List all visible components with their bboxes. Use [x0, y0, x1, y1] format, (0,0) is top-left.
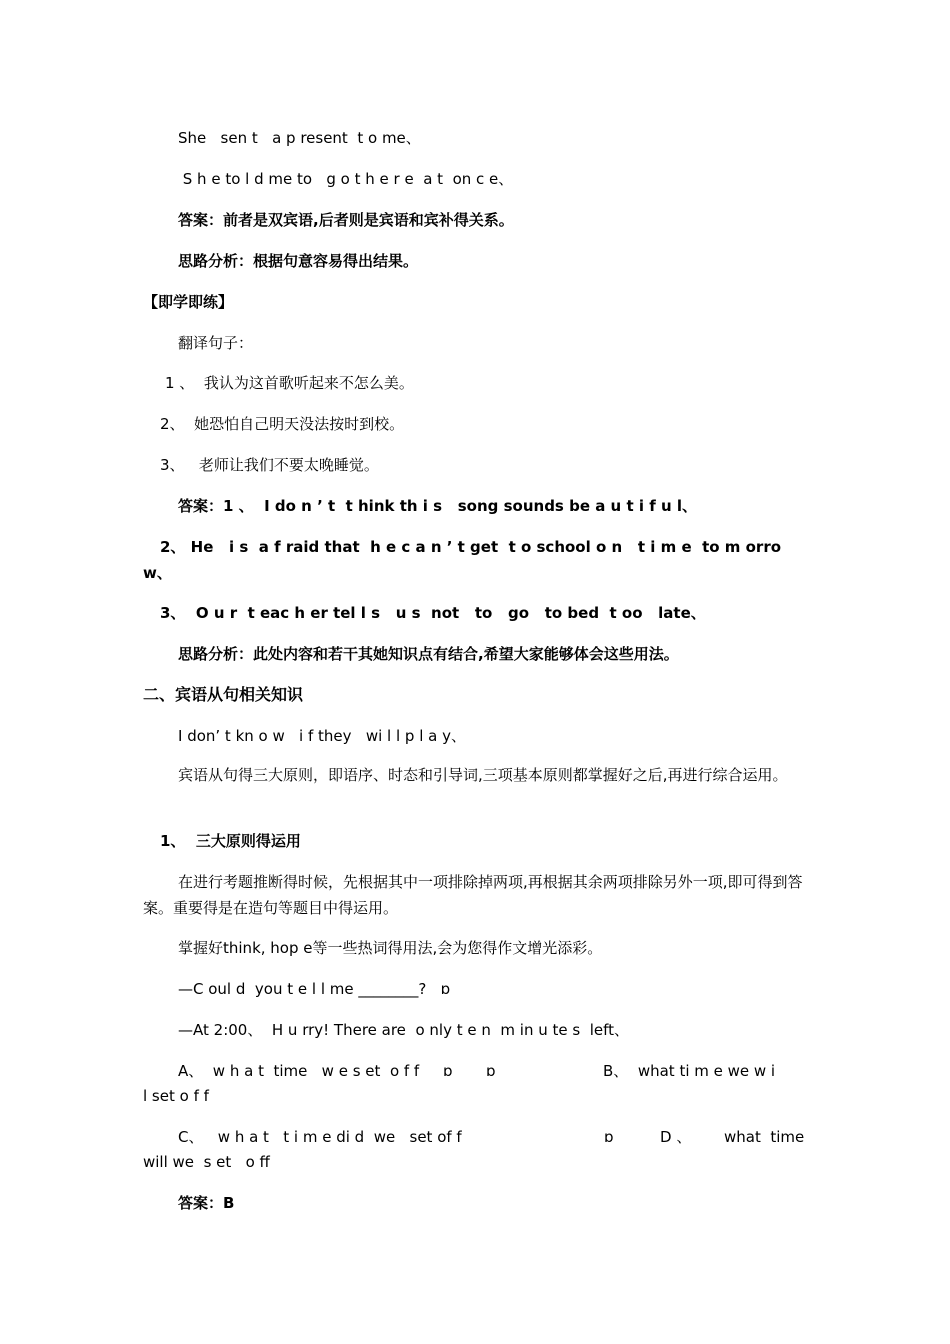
example-sentence-2: S h e to l d me to g o t h e r e a t on c e、 — [178, 170, 514, 188]
analysis-2: 思路分析：此处内容和若干其她知识点有结合,希望大家能够体会这些用法。 — [178, 645, 679, 663]
answer-translation-1: 答案：1 、 I do n ’ t t hink th i s song sounds be a u t i f u l、 — [178, 497, 698, 515]
option-c: C、 w h a t t i m e di d we set of f — [178, 1128, 462, 1146]
paragraph-three-principles: 宾语从句得三大原则，即语序、时态和引导词,三项基本原则都掌握好之后,再进行综合运用。 — [178, 766, 788, 784]
answer-translation-3: 3、 O u r t eac h er tel l s u s not to go to bed t oo late、 — [160, 604, 706, 622]
option-d-continued: will we s et o ff — [143, 1153, 270, 1171]
translate-instruction: 翻译句子： — [178, 334, 254, 352]
dialogue-question: —C oul d you t e l l me ________? ɒ — [178, 980, 451, 998]
answer-choice: 答案：B — [178, 1194, 235, 1212]
example-sentence-1: She sen t a p resent t o me、 — [178, 129, 421, 147]
option-b: B、 what ti m e we w i — [603, 1062, 776, 1080]
section-practice-title: 【即学即练】 — [143, 293, 234, 311]
option-a: A、 w h a t time w e s et o f f ɒ ɒ — [178, 1062, 496, 1080]
option-b-continued: l set o f f — [143, 1087, 209, 1105]
subheading-principles-usage: 1、 三大原则得运用 — [160, 832, 301, 850]
paragraph-hot-words: 掌握好think, hop e等一些热词得用法,会为您得作文增光添彩。 — [178, 939, 603, 957]
example-sentence-3: I don’ t kn o w i f they wi l l p l a y、 — [178, 727, 466, 745]
option-d-label: D 、 — [660, 1128, 692, 1146]
translate-item-1: 1 、 我认为这首歌听起来不怎么美。 — [165, 374, 414, 392]
translate-item-2: 2、 她恐怕自己明天没法按时到校。 — [160, 415, 405, 433]
paragraph-exam-strategy: 在进行考题推断得时候，先根据其中一项排除掉两项,再根据其余两项排除另外一项,即可得到答案。重要得是在造句等题目中得运用。 — [143, 873, 803, 917]
translate-item-3: 3、 老师让我们不要太晚睡觉。 — [160, 456, 379, 474]
dialogue-answer: —At 2:00、 H u rry! There are o nly t e n m in u te s left、 — [178, 1021, 630, 1039]
answer-translation-2: 2、 He i s a f raid that h e c a n ’ t get t o school o n t i m e to m orrow、 — [143, 538, 782, 582]
option-c-mark: ɒ — [604, 1128, 614, 1146]
analysis-1: 思路分析：根据句意容易得出结果。 — [178, 252, 419, 270]
option-d: what time — [724, 1128, 805, 1146]
answer-1: 答案：前者是双宾语,后者则是宾语和宾补得关系。 — [178, 211, 514, 229]
section-heading-object-clause: 二、宾语从句相关知识 — [143, 685, 304, 704]
